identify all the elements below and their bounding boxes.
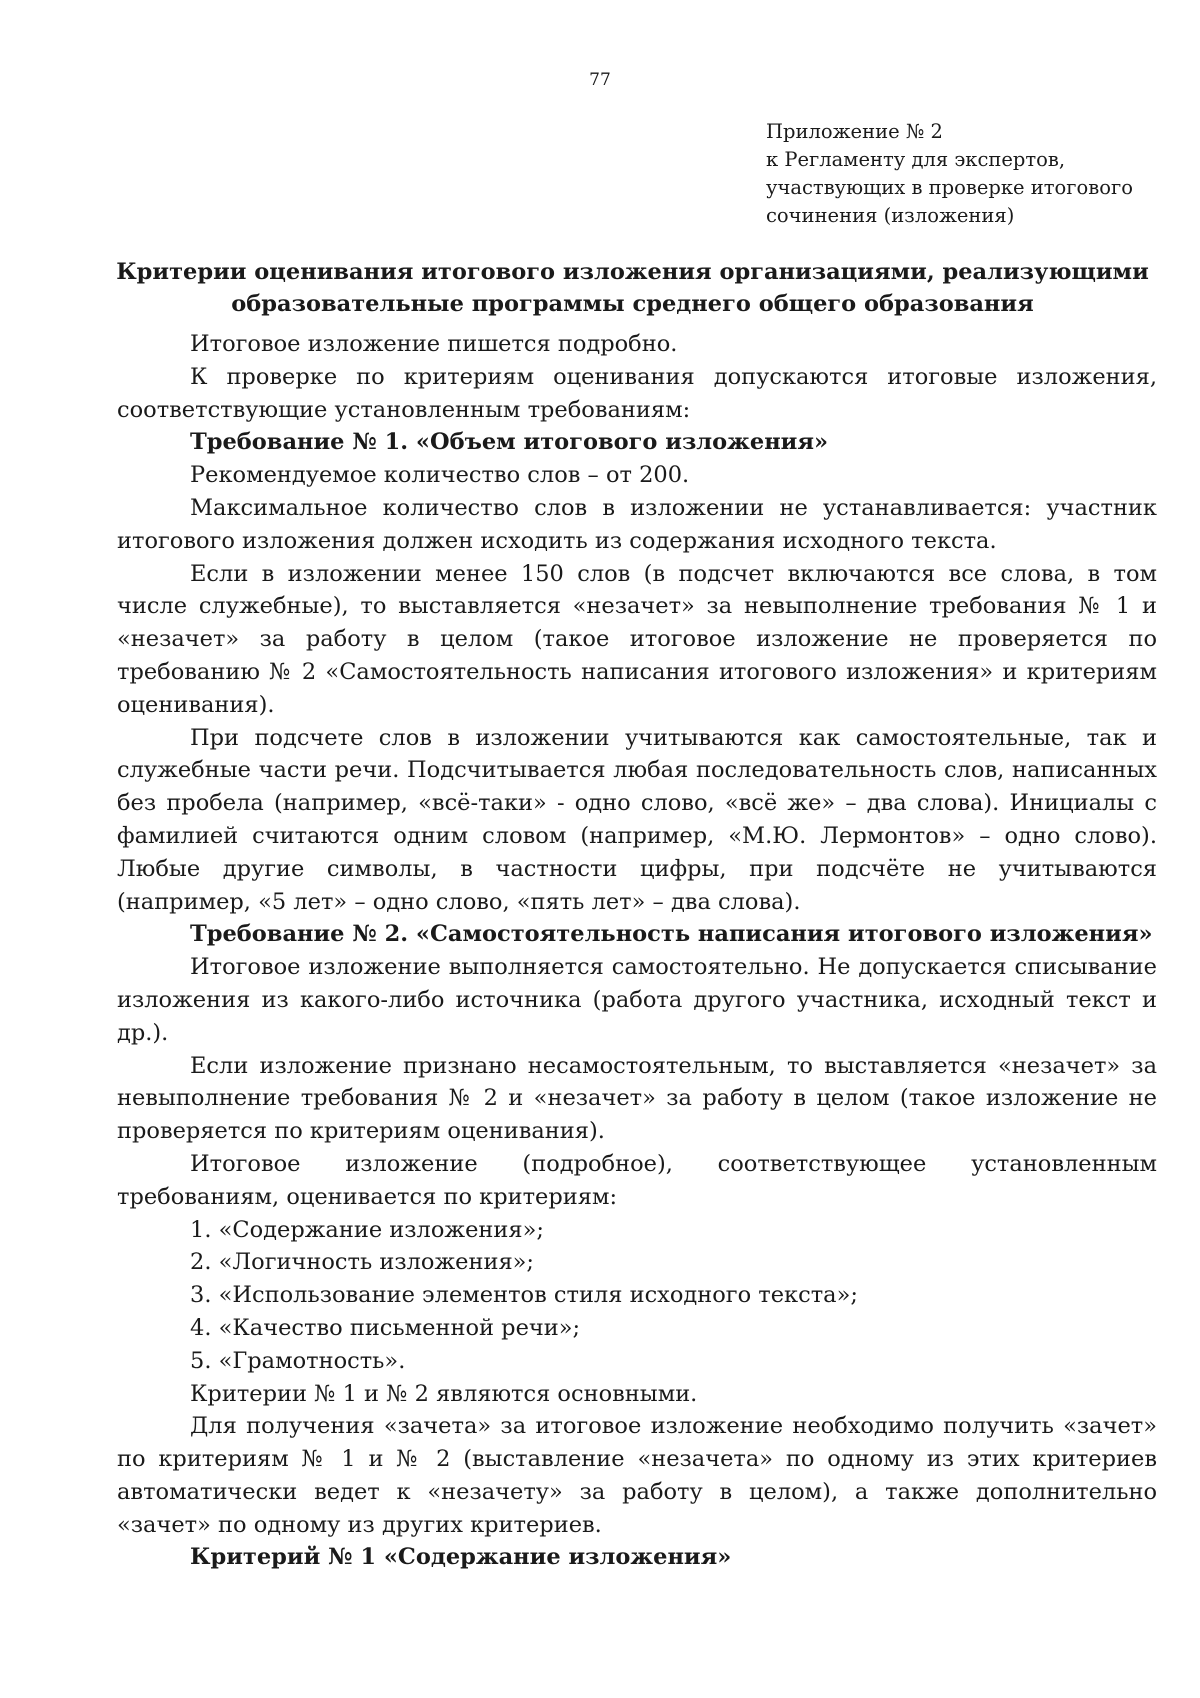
- paragraph: Если изложение признано несамостоятельным, то выставляется «незачет» за невыполнение требования № 2 и «незачет» за работу в целом (такое изложение не проверяется по критериям оценивания).: [117, 1052, 1157, 1145]
- appendix-line: к Регламенту для экспертов,: [766, 148, 1066, 171]
- paragraph: Для получения «зачета» за итоговое изложение необходимо получить «зачет» по критериям № 1 и № 2 (выставление «незачета» по одному из этих критериев автоматически ведет к «незачету» за работу в целом), а также дополнительно «зачет» по одному из других критериев.: [117, 1413, 1157, 1538]
- appendix-note: [766, 118, 1133, 230]
- paragraph: Итоговое изложение пишется подробно.: [190, 331, 678, 357]
- list-item: 3. «Использование элементов стиля исходного текста»;: [190, 1282, 858, 1309]
- paragraph: Итоговое изложение (подробное), соответствующее установленным требованиям, оценивается по критериям:: [117, 1150, 1157, 1210]
- paragraph: При подсчете слов в изложении учитываются как самостоятельные, так и служебные части речи. Подсчитывается любая последовательность слов, написанных без пробела (например, «всё-таки» - одно слово, «всё же» – два слова). Инициалы с фамилией считаются одним словом (например, «М.Ю. Лермонтов» – одно слово). Любые другие символы, в частности цифры, при подсчёте не учитываются (например, «5 лет» – одно слово, «пять лет» – два слова).: [117, 724, 1157, 915]
- title-line: Критерии оценивания итогового изложения организациями, реализующими: [116, 259, 1149, 285]
- paragraph: К проверке по критериям оценивания допускаются итоговые изложения, соответствующие установленным требованиям:: [117, 363, 1157, 423]
- section-heading: Требование № 1. «Объем итогового изложения»: [190, 429, 829, 456]
- document-title: [110, 256, 1155, 320]
- appendix-line: участвующих в проверке итогового: [766, 176, 1133, 199]
- page-number: 77: [589, 70, 611, 90]
- paragraph: Максимальное количество слов в изложении не устанавливается: участник итогового изложения должен исходить из содержания исходного текста.: [117, 494, 1157, 554]
- paragraph: Если в изложении менее 150 слов (в подсчет включаются все слова, в том числе служебные), то выставляется «незачет» за невыполнение требования № 1 и «незачет» за работу в целом (такое итоговое изложение не проверяется по требованию № 2 «Самостоятельность написания итогового изложения» и критериям оценивания).: [117, 560, 1157, 718]
- section-heading: Требование № 2. «Самостоятельность написания итогового изложения»: [190, 921, 1153, 948]
- list-item: 4. «Качество письменной речи»;: [190, 1314, 581, 1341]
- list-item: 5. «Грамотность».: [190, 1347, 406, 1374]
- appendix-line: сочинения (изложения): [766, 204, 1015, 227]
- section-heading: Критерий № 1 «Содержание изложения»: [190, 1544, 732, 1571]
- appendix-line: Приложение № 2: [766, 120, 943, 143]
- paragraph: Рекомендуемое количество слов – от 200.: [190, 462, 690, 489]
- title-line: образовательные программы среднего общего образования: [231, 291, 1034, 317]
- document-body: [117, 328, 1157, 1574]
- paragraph: Критерии № 1 и № 2 являются основными.: [190, 1380, 698, 1407]
- list-item: 1. «Содержание изложения»;: [190, 1216, 544, 1243]
- list-item: 2. «Логичность изложения»;: [190, 1249, 535, 1276]
- paragraph: Итоговое изложение выполняется самостоятельно. Не допускается списывание изложения из какого-либо источника (работа другого участника, исходный текст и др.).: [117, 954, 1157, 1046]
